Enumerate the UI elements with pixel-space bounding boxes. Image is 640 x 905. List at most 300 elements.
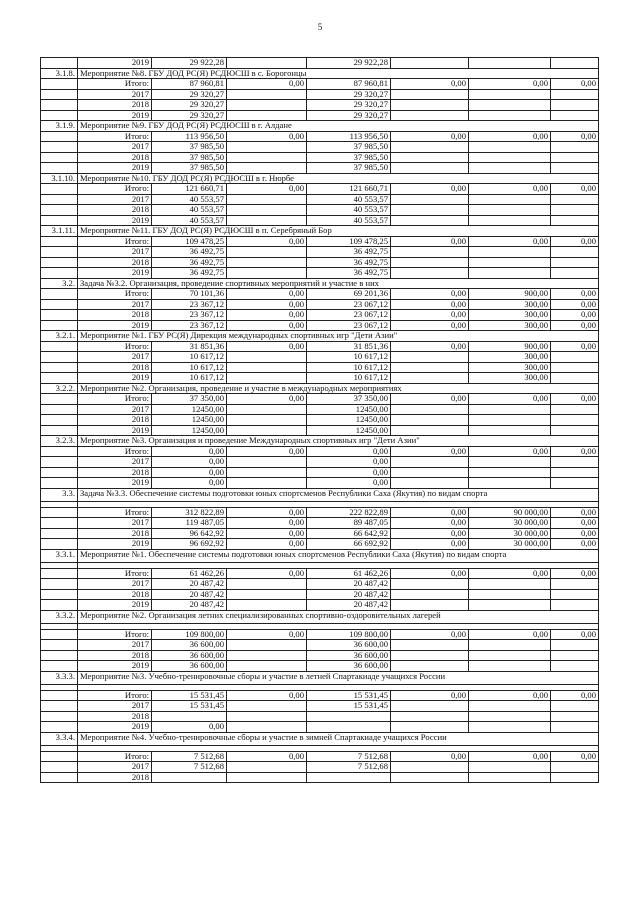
- year-row: [41, 539, 599, 550]
- section-title-row: [41, 331, 599, 342]
- offbudget-cell: 0,00: [469, 447, 551, 457]
- year-label: 2019: [78, 321, 152, 331]
- year-row: [41, 153, 599, 164]
- item-number: [41, 685, 78, 690]
- year-label: Итого:: [78, 342, 152, 352]
- item-number: [41, 247, 78, 257]
- federal-cell: 0,00: [227, 184, 307, 194]
- item-title: Мероприятие №4. Учебно-тренировочные сборы и участие в зимней Спартакиаде учащихся России: [78, 733, 599, 745]
- section-title-row: [41, 550, 599, 563]
- local-cell: [391, 363, 469, 373]
- offbudget-cell: [469, 205, 551, 215]
- year-row: [41, 630, 599, 641]
- year-row: [41, 142, 599, 153]
- item-number: 3.1.10.: [41, 174, 78, 184]
- year-row: [41, 100, 599, 111]
- federal-cell: 0,00: [227, 132, 307, 142]
- republic-cell: 10 617,12: [307, 352, 391, 362]
- other-cell: [551, 90, 599, 100]
- item-number: [41, 600, 78, 610]
- republic-cell: 109 800,00: [307, 630, 391, 640]
- item-number: [41, 373, 78, 383]
- local-cell: [391, 405, 469, 415]
- federal-cell: [227, 478, 307, 488]
- local-cell: 0,00: [391, 79, 469, 89]
- year-row: [41, 457, 599, 468]
- other-cell: [551, 111, 599, 121]
- republic-cell: 69 201,36: [307, 289, 391, 299]
- republic-cell: 36 492,75: [307, 247, 391, 257]
- item-title: [78, 563, 599, 568]
- federal-cell: [227, 205, 307, 215]
- republic-cell: 0,00: [307, 468, 391, 478]
- year-label: 2019: [78, 661, 152, 671]
- total-cell: 109 800,00: [152, 630, 227, 640]
- offbudget-cell: 0,00: [469, 184, 551, 194]
- item-number: [41, 79, 78, 89]
- item-number: [41, 722, 78, 732]
- offbudget-cell: [469, 415, 551, 425]
- republic-cell: [307, 712, 391, 722]
- item-number: [41, 58, 78, 68]
- local-cell: [391, 762, 469, 772]
- federal-cell: [227, 216, 307, 226]
- section-title-row: [41, 733, 599, 746]
- year-label: 2019: [78, 373, 152, 383]
- republic-cell: 23 067,12: [307, 300, 391, 310]
- year-row: [41, 651, 599, 662]
- local-cell: [391, 216, 469, 226]
- local-cell: [391, 100, 469, 110]
- year-label: 2019: [78, 268, 152, 278]
- total-cell: 61 462,26: [152, 569, 227, 579]
- offbudget-cell: [469, 762, 551, 772]
- total-cell: 312 822,89: [152, 508, 227, 518]
- total-cell: 70 101,36: [152, 289, 227, 299]
- year-row: [41, 518, 599, 529]
- offbudget-cell: 900,00: [469, 289, 551, 299]
- other-cell: [551, 640, 599, 650]
- year-row: [41, 258, 599, 269]
- year-label: 2017: [78, 300, 152, 310]
- offbudget-cell: [469, 712, 551, 722]
- offbudget-cell: [469, 426, 551, 436]
- year-row: [41, 300, 599, 311]
- total-cell: 37 985,50: [152, 163, 227, 173]
- total-cell: 37 985,50: [152, 153, 227, 163]
- federal-cell: [227, 457, 307, 467]
- item-number: [41, 415, 78, 425]
- republic-cell: 40 553,57: [307, 205, 391, 215]
- total-cell: 36 600,00: [152, 661, 227, 671]
- item-number: [41, 310, 78, 320]
- section-title-row: [41, 279, 599, 290]
- year-row: [41, 184, 599, 195]
- year-row: [41, 569, 599, 580]
- offbudget-cell: [469, 247, 551, 257]
- local-cell: [391, 163, 469, 173]
- year-label: 2018: [78, 651, 152, 661]
- item-number: [41, 701, 78, 711]
- item-number: [41, 518, 78, 528]
- other-cell: 0,00: [551, 508, 599, 518]
- total-cell: 20 487,42: [152, 579, 227, 589]
- other-cell: [551, 247, 599, 257]
- year-row: [41, 216, 599, 227]
- year-label: 2018: [78, 258, 152, 268]
- section-title-row: [41, 121, 599, 132]
- other-cell: [551, 762, 599, 772]
- item-title: Мероприятие №9. ГБУ ДОД РС(Я) РСДЮСШ в г. Алдане: [78, 121, 599, 131]
- other-cell: 0,00: [551, 289, 599, 299]
- federal-cell: [227, 363, 307, 373]
- offbudget-cell: [469, 90, 551, 100]
- year-label: 2017: [78, 518, 152, 528]
- year-label: 2019: [78, 722, 152, 732]
- other-cell: 0,00: [551, 184, 599, 194]
- offbudget-cell: 300,00: [469, 352, 551, 362]
- year-row: [41, 111, 599, 122]
- other-cell: [551, 478, 599, 488]
- republic-cell: 7 512,68: [307, 752, 391, 762]
- federal-cell: [227, 111, 307, 121]
- year-row: [41, 195, 599, 206]
- item-number: [41, 712, 78, 722]
- offbudget-cell: 900,00: [469, 342, 551, 352]
- item-title: Мероприятие №2. Организация, проведение и участие в международных мероприятиях: [78, 384, 599, 394]
- local-cell: 0,00: [391, 132, 469, 142]
- total-cell: 23 367,12: [152, 310, 227, 320]
- local-cell: [391, 701, 469, 711]
- item-number: [41, 539, 78, 549]
- year-row: [41, 247, 599, 258]
- other-cell: [551, 163, 599, 173]
- republic-cell: 20 487,42: [307, 579, 391, 589]
- year-row: [41, 373, 599, 384]
- local-cell: [391, 600, 469, 610]
- item-number: [41, 184, 78, 194]
- local-cell: [391, 247, 469, 257]
- federal-cell: [227, 415, 307, 425]
- local-cell: [391, 373, 469, 383]
- item-title: Задача №3.2. Организация, проведение спортивных мероприятий и участие в них: [78, 279, 599, 289]
- offbudget-cell: [469, 153, 551, 163]
- other-cell: 0,00: [551, 529, 599, 539]
- federal-cell: [227, 163, 307, 173]
- federal-cell: [227, 661, 307, 671]
- local-cell: 0,00: [391, 539, 469, 549]
- offbudget-cell: [469, 405, 551, 415]
- republic-cell: 15 531,45: [307, 701, 391, 711]
- total-cell: 37 985,50: [152, 142, 227, 152]
- federal-cell: [227, 100, 307, 110]
- item-number: [41, 752, 78, 762]
- item-number: [41, 216, 78, 226]
- total-cell: 23 367,12: [152, 300, 227, 310]
- federal-cell: [227, 58, 307, 68]
- offbudget-cell: [469, 195, 551, 205]
- republic-cell: 29 320,27: [307, 111, 391, 121]
- item-title: [78, 502, 599, 507]
- republic-cell: 109 478,25: [307, 237, 391, 247]
- republic-cell: 89 487,05: [307, 518, 391, 528]
- item-number: [41, 321, 78, 331]
- item-number: [41, 651, 78, 661]
- federal-cell: 0,00: [227, 518, 307, 528]
- republic-cell: 7 512,68: [307, 762, 391, 772]
- other-cell: [551, 712, 599, 722]
- republic-cell: 37 985,50: [307, 163, 391, 173]
- local-cell: [391, 195, 469, 205]
- offbudget-cell: 300,00: [469, 373, 551, 383]
- item-number: [41, 205, 78, 215]
- item-number: 3.1.11.: [41, 226, 78, 236]
- year-label: Итого:: [78, 184, 152, 194]
- republic-cell: 36 600,00: [307, 640, 391, 650]
- year-row: [41, 90, 599, 101]
- republic-cell: 23 067,12: [307, 310, 391, 320]
- item-number: 3.1.9.: [41, 121, 78, 131]
- other-cell: [551, 268, 599, 278]
- other-cell: [551, 58, 599, 68]
- year-row: [41, 310, 599, 321]
- item-number: 3.3.2.: [41, 611, 78, 623]
- total-cell: [152, 773, 227, 783]
- local-cell: 0,00: [391, 184, 469, 194]
- local-cell: 0,00: [391, 394, 469, 404]
- federal-cell: 0,00: [227, 569, 307, 579]
- federal-cell: [227, 590, 307, 600]
- item-title: [78, 685, 599, 690]
- section-title-row: [41, 226, 599, 237]
- local-cell: 0,00: [391, 508, 469, 518]
- offbudget-cell: [469, 478, 551, 488]
- republic-cell: 29 320,27: [307, 100, 391, 110]
- item-title: [78, 624, 599, 629]
- federal-cell: 0,00: [227, 237, 307, 247]
- item-number: [41, 640, 78, 650]
- republic-cell: 37 985,50: [307, 153, 391, 163]
- section-title-row: [41, 436, 599, 447]
- federal-cell: [227, 153, 307, 163]
- other-cell: [551, 701, 599, 711]
- federal-cell: 0,00: [227, 529, 307, 539]
- year-label: Итого:: [78, 752, 152, 762]
- item-number: [41, 132, 78, 142]
- offbudget-cell: [469, 100, 551, 110]
- total-cell: 36 600,00: [152, 651, 227, 661]
- year-row: [41, 722, 599, 733]
- total-cell: 36 492,75: [152, 268, 227, 278]
- federal-cell: 0,00: [227, 79, 307, 89]
- other-cell: 0,00: [551, 569, 599, 579]
- year-label: 2018: [78, 590, 152, 600]
- other-cell: 0,00: [551, 132, 599, 142]
- year-row: [41, 394, 599, 405]
- republic-cell: 10 617,12: [307, 373, 391, 383]
- federal-cell: 0,00: [227, 752, 307, 762]
- offbudget-cell: 300,00: [469, 321, 551, 331]
- offbudget-cell: 0,00: [469, 752, 551, 762]
- federal-cell: [227, 579, 307, 589]
- local-cell: [391, 58, 469, 68]
- year-label: 2017: [78, 352, 152, 362]
- offbudget-cell: 0,00: [469, 630, 551, 640]
- other-cell: 0,00: [551, 321, 599, 331]
- republic-cell: 87 960,81: [307, 79, 391, 89]
- year-row: [41, 426, 599, 437]
- offbudget-cell: [469, 579, 551, 589]
- year-row: [41, 640, 599, 651]
- republic-cell: 37 985,50: [307, 142, 391, 152]
- local-cell: [391, 722, 469, 732]
- offbudget-cell: [469, 722, 551, 732]
- federal-cell: 0,00: [227, 394, 307, 404]
- item-number: [41, 100, 78, 110]
- other-cell: [551, 205, 599, 215]
- offbudget-cell: 0,00: [469, 569, 551, 579]
- offbudget-cell: [469, 590, 551, 600]
- total-cell: 12450,00: [152, 426, 227, 436]
- local-cell: 0,00: [391, 321, 469, 331]
- year-row: [41, 508, 599, 519]
- local-cell: [391, 415, 469, 425]
- republic-cell: 36 492,75: [307, 258, 391, 268]
- federal-cell: 0,00: [227, 447, 307, 457]
- item-number: [41, 447, 78, 457]
- offbudget-cell: 300,00: [469, 310, 551, 320]
- total-cell: 40 553,57: [152, 216, 227, 226]
- year-label: 2017: [78, 701, 152, 711]
- offbudget-cell: [469, 640, 551, 650]
- year-row: [41, 691, 599, 702]
- item-number: 3.2.3.: [41, 436, 78, 446]
- year-label: Итого:: [78, 237, 152, 247]
- other-cell: 0,00: [551, 691, 599, 701]
- offbudget-cell: [469, 701, 551, 711]
- other-cell: [551, 651, 599, 661]
- republic-cell: 31 851,36: [307, 342, 391, 352]
- other-cell: [551, 100, 599, 110]
- item-number: 3.3.1.: [41, 550, 78, 562]
- year-row: [41, 163, 599, 174]
- year-label: 2017: [78, 142, 152, 152]
- republic-cell: 29 320,27: [307, 90, 391, 100]
- section-title-row: [41, 174, 599, 185]
- local-cell: [391, 142, 469, 152]
- other-cell: [551, 426, 599, 436]
- item-number: [41, 142, 78, 152]
- local-cell: 0,00: [391, 518, 469, 528]
- item-number: [41, 289, 78, 299]
- local-cell: [391, 352, 469, 362]
- section-title-row: [41, 611, 599, 624]
- federal-cell: 0,00: [227, 630, 307, 640]
- offbudget-cell: 30 000,00: [469, 539, 551, 549]
- item-number: [41, 468, 78, 478]
- total-cell: 29 320,27: [152, 90, 227, 100]
- total-cell: 10 617,12: [152, 373, 227, 383]
- budget-table: [40, 57, 599, 783]
- total-cell: 40 553,57: [152, 195, 227, 205]
- offbudget-cell: 0,00: [469, 691, 551, 701]
- offbudget-cell: [469, 268, 551, 278]
- year-row: [41, 590, 599, 601]
- item-number: [41, 268, 78, 278]
- total-cell: 119 487,05: [152, 518, 227, 528]
- item-title: Мероприятие №3. Учебно-тренировочные сборы и участие в летней Спартакиаде учащихся России: [78, 672, 599, 684]
- republic-cell: 29 922,28: [307, 58, 391, 68]
- other-cell: 0,00: [551, 447, 599, 457]
- year-row: [41, 579, 599, 590]
- federal-cell: 0,00: [227, 508, 307, 518]
- year-row: [41, 762, 599, 773]
- other-cell: [551, 415, 599, 425]
- federal-cell: [227, 773, 307, 783]
- total-cell: 36 600,00: [152, 640, 227, 650]
- offbudget-cell: [469, 457, 551, 467]
- year-row: [41, 712, 599, 723]
- total-cell: 20 487,42: [152, 590, 227, 600]
- republic-cell: 12450,00: [307, 405, 391, 415]
- item-number: [41, 563, 78, 568]
- total-cell: 15 531,45: [152, 691, 227, 701]
- total-cell: 36 492,75: [152, 247, 227, 257]
- republic-cell: 12450,00: [307, 426, 391, 436]
- year-label: 2018: [78, 363, 152, 373]
- total-cell: 96 642,92: [152, 529, 227, 539]
- local-cell: [391, 111, 469, 121]
- item-number: [41, 691, 78, 701]
- item-number: [41, 342, 78, 352]
- total-cell: 23 367,12: [152, 321, 227, 331]
- other-cell: [551, 661, 599, 671]
- other-cell: [551, 352, 599, 362]
- offbudget-cell: 90 000,00: [469, 508, 551, 518]
- offbudget-cell: [469, 258, 551, 268]
- year-row: [41, 352, 599, 363]
- item-title: Мероприятие №2. Организация летних специализированных спортивно-оздоровительных лагерей: [78, 611, 599, 623]
- local-cell: [391, 590, 469, 600]
- item-title: Мероприятие №1. Обеспечение системы подготовки юных спортсменов Республики Саха (Якутия) по видам спорта: [78, 550, 599, 562]
- item-number: 3.2.1.: [41, 331, 78, 341]
- federal-cell: 0,00: [227, 289, 307, 299]
- item-number: [41, 457, 78, 467]
- local-cell: [391, 426, 469, 436]
- item-title: Задача №3.3. Обеспечение системы подготовки юных спортсменов Республики Саха (Якутия) по видам спорта: [78, 489, 599, 501]
- year-label: 2019: [78, 163, 152, 173]
- federal-cell: 0,00: [227, 691, 307, 701]
- republic-cell: 20 487,42: [307, 600, 391, 610]
- total-cell: 29 320,27: [152, 111, 227, 121]
- republic-cell: 36 492,75: [307, 268, 391, 278]
- year-row: [41, 773, 599, 784]
- section-title-row: [41, 489, 599, 502]
- local-cell: [391, 640, 469, 650]
- total-cell: 12450,00: [152, 415, 227, 425]
- year-label: 2017: [78, 195, 152, 205]
- year-label: 2017: [78, 457, 152, 467]
- year-label: Итого:: [78, 630, 152, 640]
- other-cell: [551, 457, 599, 467]
- year-label: Итого:: [78, 289, 152, 299]
- republic-cell: 37 350,00: [307, 394, 391, 404]
- republic-cell: 10 617,12: [307, 363, 391, 373]
- other-cell: [551, 405, 599, 415]
- total-cell: 109 478,25: [152, 237, 227, 247]
- year-label: Итого:: [78, 691, 152, 701]
- total-cell: 0,00: [152, 447, 227, 457]
